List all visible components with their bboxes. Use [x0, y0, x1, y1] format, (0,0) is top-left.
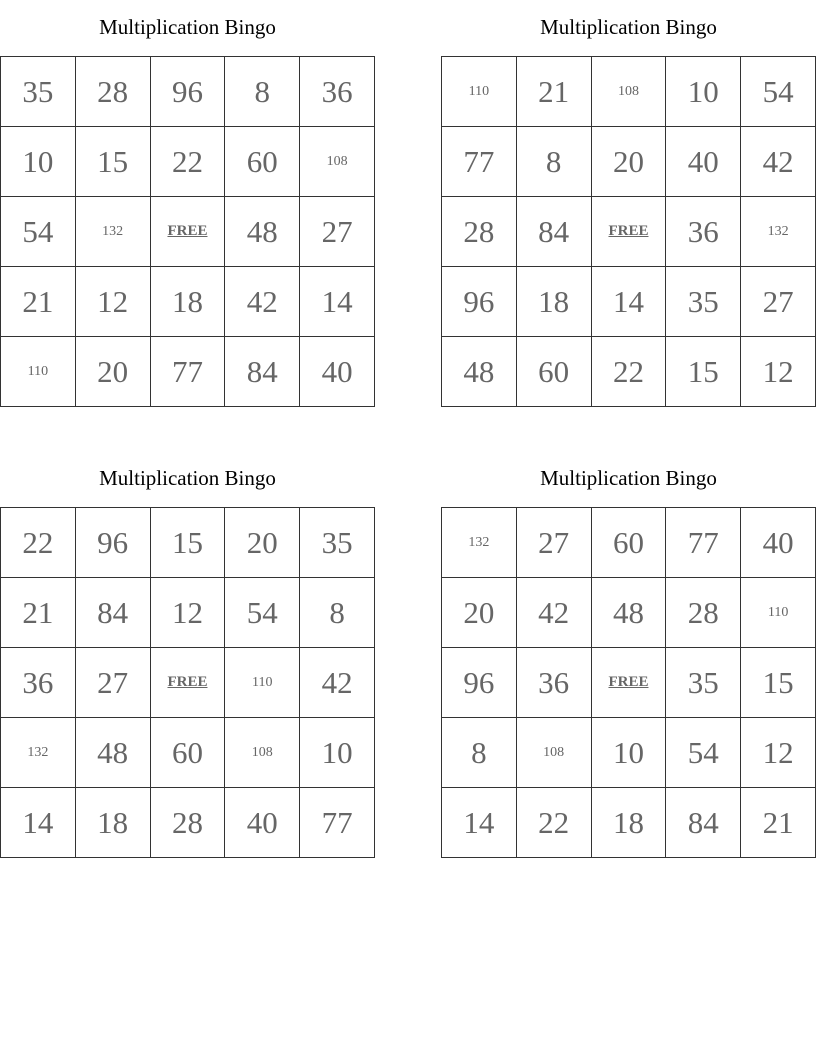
grid-cell: 20 [591, 127, 666, 197]
grid-cell: 84 [516, 197, 591, 267]
grid-row [1, 718, 375, 788]
grid-cell: 22 [591, 337, 666, 407]
card-title: Multiplication Bingo [99, 466, 276, 490]
grid-cell: 14 [591, 267, 666, 337]
grid-cell: 8 [300, 578, 375, 648]
free-space: FREE [591, 648, 666, 718]
grid-cell: 14 [442, 788, 517, 858]
grid-cell: 10 [591, 718, 666, 788]
grid-cell: 42 [741, 127, 816, 197]
grid-cell: 8 [442, 718, 517, 788]
grid-cell: 20 [442, 578, 517, 648]
grid-cell: 22 [150, 127, 225, 197]
grid-cell: 36 [516, 648, 591, 718]
grid-cell: 108 [516, 718, 591, 788]
grid-cell: 36 [666, 197, 741, 267]
grid-cell: 15 [666, 337, 741, 407]
grid-row [442, 197, 816, 267]
bingo-grid [0, 56, 375, 407]
grid-cell: 42 [516, 578, 591, 648]
grid-cell: 15 [741, 648, 816, 718]
grid-cell: 40 [225, 788, 300, 858]
grid-cell: 110 [1, 337, 76, 407]
grid-row [1, 197, 375, 267]
grid-row [442, 508, 816, 578]
card-title: Multiplication Bingo [540, 466, 717, 490]
grid-row [1, 788, 375, 858]
grid-cell: 28 [150, 788, 225, 858]
grid-cell: 132 [75, 197, 150, 267]
grid-cell: 21 [516, 57, 591, 127]
grid-cell: 18 [75, 788, 150, 858]
grid-cell: 36 [1, 648, 76, 718]
grid-cell: 18 [150, 267, 225, 337]
grid-cell: 12 [741, 337, 816, 407]
grid-cell: 35 [1, 57, 76, 127]
grid-cell: 77 [150, 337, 225, 407]
grid-cell: 84 [666, 788, 741, 858]
grid-cell: 14 [1, 788, 76, 858]
grid-cell: 132 [1, 718, 76, 788]
grid-cell: 27 [741, 267, 816, 337]
grid-row [442, 648, 816, 718]
grid-cell: 21 [741, 788, 816, 858]
grid-row [442, 57, 816, 127]
grid-cell: 60 [516, 337, 591, 407]
free-space: FREE [150, 648, 225, 718]
grid-cell: 77 [442, 127, 517, 197]
grid-cell: 54 [741, 57, 816, 127]
grid-cell: 84 [75, 578, 150, 648]
grid-cell: 14 [300, 267, 375, 337]
grid-cell: 28 [442, 197, 517, 267]
grid-cell: 36 [300, 57, 375, 127]
grid-cell: 60 [150, 718, 225, 788]
grid-cell: 15 [150, 508, 225, 578]
grid-cell: 22 [1, 508, 76, 578]
grid-row [1, 267, 375, 337]
grid-row [442, 337, 816, 407]
grid-cell: 96 [150, 57, 225, 127]
grid-row [1, 508, 375, 578]
grid-cell: 110 [225, 648, 300, 718]
grid-cell: 48 [442, 337, 517, 407]
grid-cell: 10 [300, 718, 375, 788]
card-title: Multiplication Bingo [99, 15, 276, 39]
grid-cell: 54 [1, 197, 76, 267]
grid-cell: 12 [150, 578, 225, 648]
free-space: FREE [591, 197, 666, 267]
grid-cell: 21 [1, 578, 76, 648]
grid-cell: 77 [300, 788, 375, 858]
bingo-grid [441, 56, 816, 407]
grid-cell: 108 [225, 718, 300, 788]
grid-cell: 110 [442, 57, 517, 127]
grid-cell: 96 [75, 508, 150, 578]
bingo-grid [0, 507, 375, 858]
grid-cell: 27 [300, 197, 375, 267]
grid-cell: 22 [516, 788, 591, 858]
grid-cell: 8 [225, 57, 300, 127]
grid-cell: 132 [442, 508, 517, 578]
grid-cell: 20 [75, 337, 150, 407]
grid-cell: 18 [516, 267, 591, 337]
grid-cell: 28 [75, 57, 150, 127]
grid-cell: 54 [225, 578, 300, 648]
grid-cell: 18 [591, 788, 666, 858]
bingo-card [0, 14, 375, 389]
grid-cell: 15 [75, 127, 150, 197]
grid-cell: 77 [666, 508, 741, 578]
grid-cell: 10 [1, 127, 76, 197]
grid-row [1, 127, 375, 197]
grid-cell: 96 [442, 648, 517, 718]
grid-cell: 35 [300, 508, 375, 578]
grid-cell: 27 [75, 648, 150, 718]
grid-row [1, 648, 375, 718]
grid-cell: 96 [442, 267, 517, 337]
grid-cell: 42 [225, 267, 300, 337]
grid-cell: 48 [591, 578, 666, 648]
grid-cell: 27 [516, 508, 591, 578]
card-title: Multiplication Bingo [540, 15, 717, 39]
grid-row [1, 337, 375, 407]
grid-row [442, 267, 816, 337]
grid-cell: 12 [741, 718, 816, 788]
grid-cell: 110 [741, 578, 816, 648]
grid-row [442, 718, 816, 788]
grid-cell: 48 [225, 197, 300, 267]
grid-cell: 21 [1, 267, 76, 337]
grid-cell: 40 [741, 508, 816, 578]
grid-cell: 8 [516, 127, 591, 197]
grid-cell: 12 [75, 267, 150, 337]
grid-row [1, 578, 375, 648]
grid-cell: 132 [741, 197, 816, 267]
bingo-card [0, 465, 375, 840]
grid-cell: 54 [666, 718, 741, 788]
grid-row [1, 57, 375, 127]
grid-row [442, 578, 816, 648]
grid-cell: 42 [300, 648, 375, 718]
grid-cell: 108 [591, 57, 666, 127]
grid-cell: 10 [666, 57, 741, 127]
grid-cell: 108 [300, 127, 375, 197]
grid-cell: 35 [666, 648, 741, 718]
bingo-grid [441, 507, 816, 858]
grid-cell: 60 [225, 127, 300, 197]
grid-cell: 60 [591, 508, 666, 578]
grid-cell: 28 [666, 578, 741, 648]
grid-cell: 40 [300, 337, 375, 407]
grid-cell: 40 [666, 127, 741, 197]
grid-cell: 20 [225, 508, 300, 578]
free-space: FREE [150, 197, 225, 267]
grid-row [442, 127, 816, 197]
grid-cell: 35 [666, 267, 741, 337]
bingo-card [441, 14, 816, 389]
grid-cell: 48 [75, 718, 150, 788]
grid-cell: 84 [225, 337, 300, 407]
bingo-card [441, 465, 816, 840]
grid-row [442, 788, 816, 858]
